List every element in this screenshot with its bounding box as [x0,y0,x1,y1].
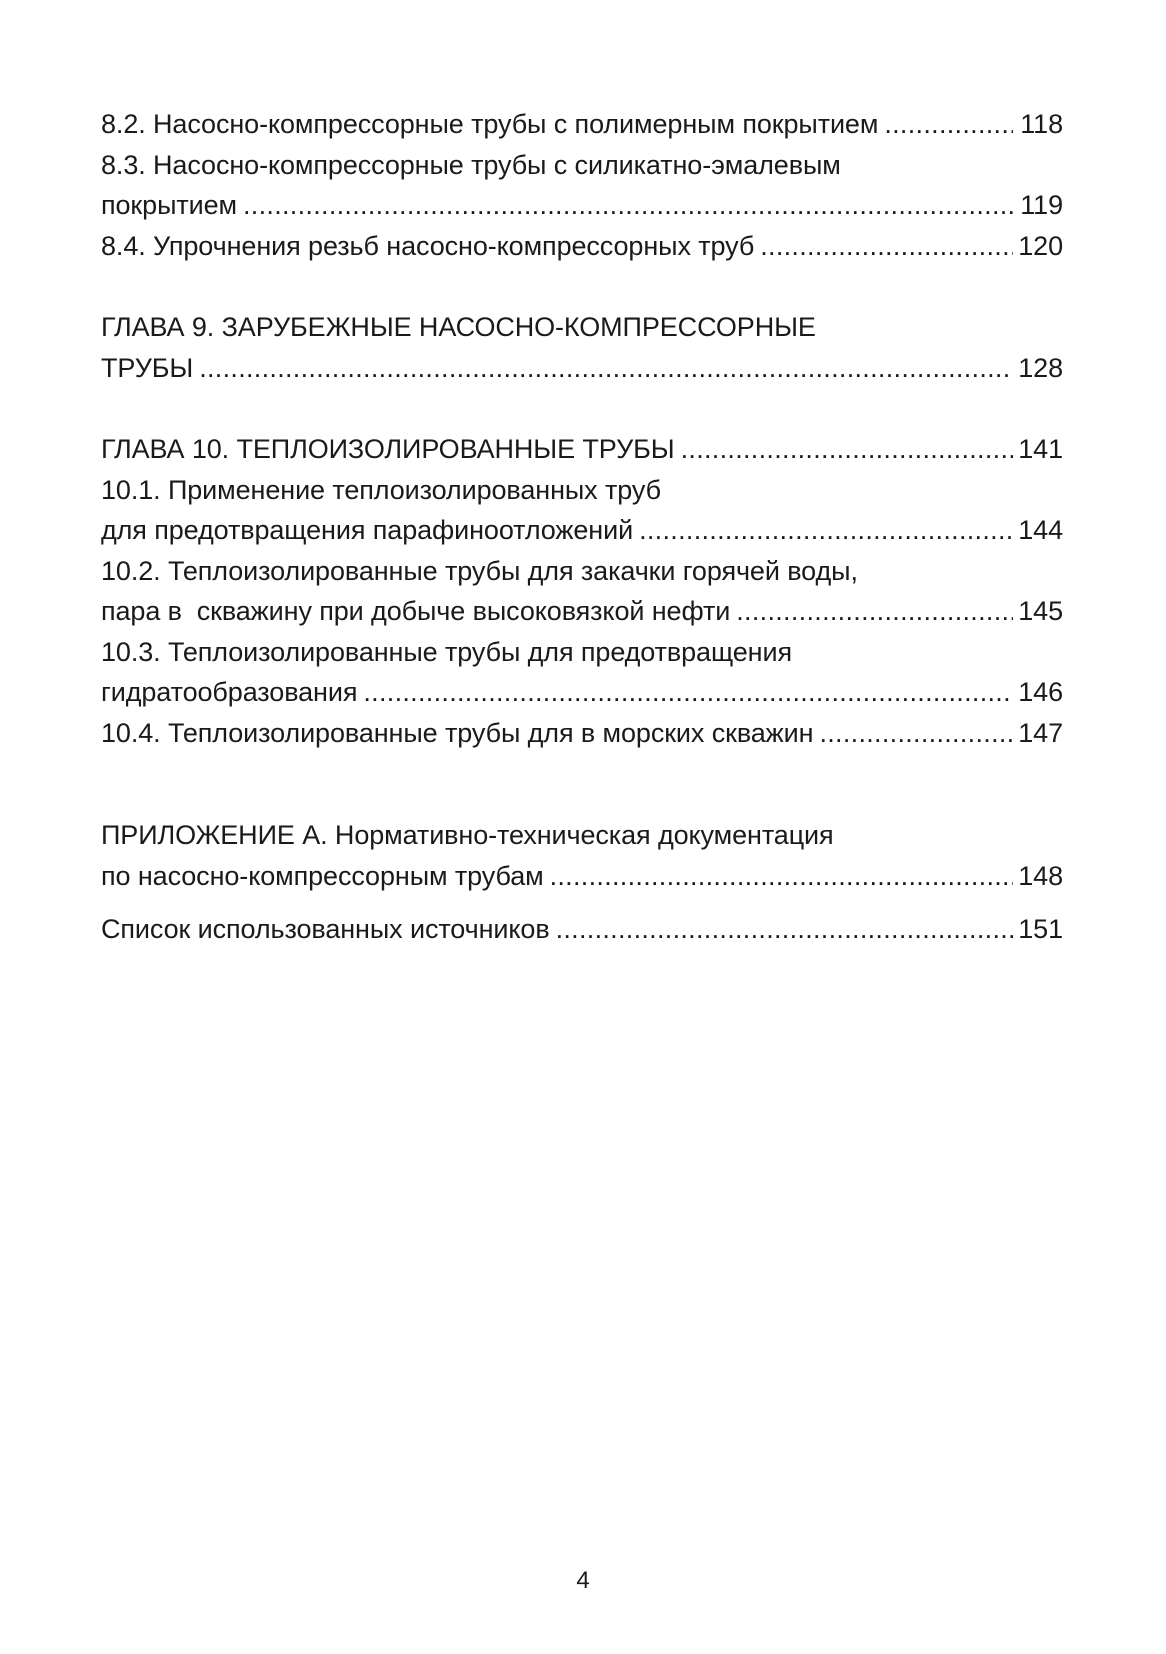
dot-leader [363,672,1013,713]
spacer [101,896,1063,909]
dot-leader [884,104,1013,145]
dot-leader [819,713,1013,754]
page-number: 4 [576,1567,590,1594]
toc-chapter-9-line2 [101,348,1063,389]
toc-appendix-a-line2 [101,856,1063,897]
toc-page-number: 148 [1018,860,1063,891]
toc-entry-8-2 [101,104,1063,145]
toc-page-number: 151 [1018,914,1063,944]
dot-leader [736,591,1013,632]
toc-page-number: 144 [1018,515,1063,545]
toc-page-number: 120 [1018,230,1063,261]
toc-entry-10-4 [101,713,1063,754]
toc-entry-8-3-line1 [101,145,1063,186]
toc-page-number: 128 [1018,352,1063,383]
toc-references [101,909,1063,950]
toc-entry-title-continued: пара в скважину при добыче высоковязкой нефти [101,596,731,626]
toc-chapter-9-line1 [101,307,1063,348]
dot-leader [681,429,1013,470]
toc-entry-10-3-line1 [101,632,1063,673]
table-of-contents [101,104,1063,950]
toc-entry-10-2-line1 [101,551,1063,592]
spacer [101,753,1063,815]
toc-entry-title: 10.4. Теплоизолированные трубы для в морских скважин [101,717,814,748]
toc-entry-10-1-line1 [101,470,1063,511]
toc-page-number: 141 [1018,434,1063,464]
toc-appendix-a-line1 [101,815,1063,856]
toc-chapter-title: ГЛАВА 9. ЗАРУБЕЖНЫЕ НАСОСНО-КОМПРЕССОРНЫЕ [101,312,816,342]
toc-appendix-title: ПРИЛОЖЕНИЕ А. Нормативно-техническая документация [101,820,834,850]
toc-entry-title: 8.4. Упрочнения резьб насосно-компрессорных труб [101,230,755,261]
dot-leader [550,856,1013,897]
spacer [101,388,1063,429]
toc-chapter-title: ГЛАВА 10. ТЕПЛОИЗОЛИРОВАННЫЕ ТРУБЫ [101,434,675,464]
dot-leader [243,185,1013,226]
dot-leader [639,510,1013,551]
toc-appendix-title-continued: по насосно-компрессорным трубам [101,860,544,891]
dot-leader [199,348,1013,389]
toc-chapter-10 [101,429,1063,470]
toc-entry-title: 10.1. Применение теплоизолированных труб [101,474,661,505]
spacer [101,266,1063,307]
toc-entry-8-3-line2 [101,185,1063,226]
toc-entry-title-continued: гидратообразования [101,677,358,707]
toc-page-number: 118 [1020,109,1063,139]
toc-chapter-title-continued: ТРУБЫ [101,352,194,383]
dot-leader [760,226,1013,267]
toc-entry-title: 8.2. Насосно-компрессорные трубы с полимерным покрытием [101,109,879,139]
toc-page-number: 147 [1018,717,1063,748]
dot-leader [556,909,1013,950]
toc-page-number: 146 [1018,677,1063,707]
toc-entry-title-continued: покрытием [101,190,237,220]
toc-entry-10-3-line2 [101,672,1063,713]
toc-entry-10-2-line2 [101,591,1063,632]
toc-page-number: 145 [1018,596,1063,626]
toc-references-title: Список использованных источников [101,914,550,944]
toc-entry-title: 10.3. Теплоизолированные трубы для предотвращения [101,636,792,667]
toc-entry-title-continued: для предотвращения парафиноотложений [101,515,634,545]
toc-entry-8-4 [101,226,1063,267]
toc-entry-title: 10.2. Теплоизолированные трубы для закачки горячей воды, [101,555,858,586]
toc-entry-title: 8.3. Насосно-компрессорные трубы с силикатно-эмалевым [101,149,841,180]
toc-page-number: 119 [1020,190,1063,220]
toc-entry-10-1-line2 [101,510,1063,551]
